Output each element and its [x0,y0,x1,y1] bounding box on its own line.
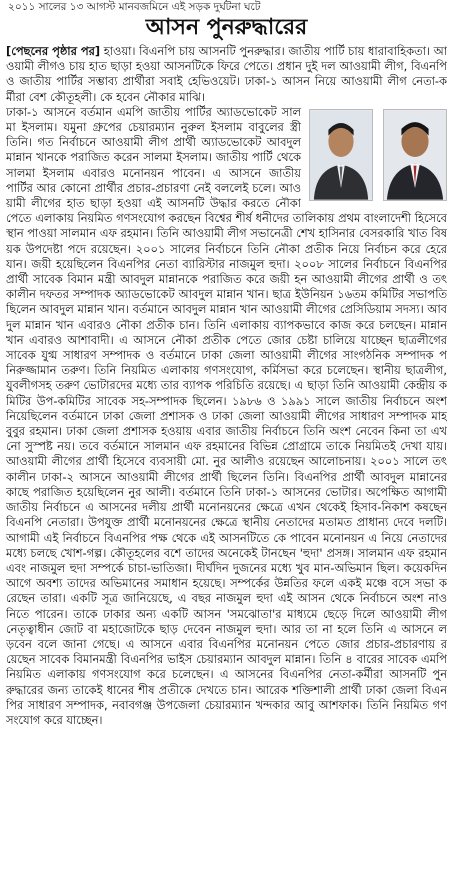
article-paragraph-1 [6,44,447,105]
candidate-photo-right [383,109,447,201]
continued-from-label: [পেছনের পৃষ্ঠার পর] [6,44,101,58]
candidate-photo-left [309,109,373,201]
caption-line: ২০১১ সালের ১৩ আগস্ট মানবজমিনে এই সড়ক দুর্ঘটনা ঘটে [8,1,261,13]
paragraph-1-text: হাওয়া। বিএনপি চায় আসনটি পুনরুদ্ধার। জাতীয় পার্টি চায় ধারাবাহিকতা। আওয়ামী লীগও চায় হাত ছাড়া হওয়া আসনটিকে ফিরে পেতে। প্রধান দুই দল আওয়ামী লীগ, বিএনপি ও জাতীয় পার্টির সম্ভাব্য প্রার্থীরা সবাই হেভিওয়েট। ঢাকা-১ আসন নিয়ে আওয়ামী লীগ নেতা-কর্মীরা বেশ কৌতূহলী। কে হবেন নৌকার মাঝি। [6,44,447,104]
article-body [6,44,447,866]
person-portrait-icon [384,110,446,200]
candidate-photos [309,109,447,201]
article-headline: আসন পুনরুদ্ধারের [145,14,308,40]
article-paragraph-2: ঢাকা-১ আসনে বর্তমান এমপি জাতীয় পার্টির অ্যাডভোকেট সালমা ইসলাম। যমুনা গ্রুপের চেয়ারম্যান নুরুল ইসলাম বাবুলের স্ত্রী তিনি। গত নির্বাচনে আওয়ামী লীগ প্রার্থী অ্যাডভোকেট আবদুল মান্নান খানকে পরাজিত করেন সালমা ইসলাম। জাতীয় পার্টি থেকে সালমা ইসলাম এবারও মনোনয়ন পাবেন। এ আসনে জাতীয় পার্টির আর কোনো প্রার্থীর প্রচার-প্রচারণা নেই বললেই চলে। আওয়ামী লীগের হাত ছাড়া হওয়া এই আসনটি উদ্ধার করতে নৌকা পেতে এলাকায় নিয়মিত গণসংযোগ করছেন বিশ্বের শীর্ষ ধনীদের তালিকায় প্রথম বাংলাদেশী হিসেবে স্থান পাওয়া সালমান এফ রহমান। তিনি আওয়ামী লীগ সভানেত্রী শেখ হাসিনার বেসরকারি খাত বিষয়ক উপদেষ্টা পদে রয়েছেন। ২০০১ সালের নির্বাচনে তিনি নৌকা প্রতীক নিয়ে নির্বাচন করে হেরে যান। জয়ী হয়েছিলেন বিএনপির নেতা ব্যারিস্টার নাজমুল হুদা। ২০০৮ সালের নির্বাচনে বিএনপির প্রার্থী সাবেক বিমান মন্ত্রী আবদুল মান্নানকে পরাজিত করে জয়ী হন আওয়ামী লীগের প্রার্থী ও তৎকালীন দফতর সম্পাদক অ্যাডভোকেট আবদুল মান্নান খান। ছাত্র ইউনিয়ন ১৬তম কমিটির সভাপতি ছিলেন আবদুল মান্নান খান। বর্তমানে আবদুল মান্নান খান আওয়ামী লীগের প্রেসিডিয়াম সদস্য। আবদুল মান্নান খান এবারও নৌকা প্রতীক চান। তিনি এলাকায় ব্যাপকভাবে কাজ করে চলছেন। মান্নান খান এবারও আশাবাদী। এ আসনে নৌকা প্রতীক পেতে জোর চেষ্টা চালিয়ে যাচ্ছেন ছাত্রলীগের সাবেক যুগ্ম সাধারণ সম্পাদক ও বর্তমানে ঢাকা জেলা আওয়ামী লীগের সাংগঠনিক সম্পাদক পনিরুজ্জামান তরুণ। তিনি নিয়মিত এলাকায় গণসংযোগ, কর্মিসভা করে চলেছেন। স্থানীয় ছাত্রলীগ, যুবলীগসহ তরুণ ভোটারদের মধ্যে তার ব্যাপক পরিচিতি রয়েছে। এ ছাড়া তিনি আওয়ামী কেন্দ্রীয় কমিটির উপ-কমিটির সাবেক সহ-সম্পাদক ছিলেন। ১৯৮৬ ও ১৯৯১ সালে জাতীয় নির্বাচনে অংশ নিয়েছিলেন বর্তমানে ঢাকা জেলা প্রশাসক ও ঢাকা জেলা আওয়ামী লীগের সাধারণ সম্পাদক মাহবুবুর রহমান। ঢাকা জেলা প্রশাসক হওয়ায় এবার জাতীয় নির্বাচনে তিনি অংশ নেবেন কিনা তা এখনো সুস্পষ্ট নয়। তবে বর্তমানে সালমান এফ রহমানের বিভিন্ন প্রোগ্রামে তাকে নিয়মিতই দেখা যায়। আওয়ামী লীগের প্রার্থী হিসেবে ব্যবসায়ী মো. নুর আলীও রয়েছেন আলোচনায়। ২০০১ সালে তৎকালীন ঢাকা-২ আসনে আওয়ামী লীগের প্রার্থী ছিলেন তিনি। বিএনপির প্রার্থী আবদুল মান্নানের কাছে পরাজিত হয়েছিলেন নুর আলী। বর্তমানে তিনি ঢাকা-১ আসনের ভোটার। অপেক্ষিত আগামী জাতীয় নির্বাচনে এ আসনের দলীয় প্রার্থী মনোনয়নের ক্ষেত্রে এখন থেকেই হিসাব-নিকাশ কষছেন বিএনপি নেতারা। উপযুক্ত প্রার্থী মনোনয়নের ক্ষেত্রে স্থানীয় নেতাদের মতামত প্রাধান্য দেবে দলটি। আগামী এই নির্বাচনে বিএনপির পক্ষ থেকে এই আসনটিতে কে পাবেন মনোনয়ন এ নিয়ে নেতাদের মধ্যে চলছে খোশ-গল্প। কৌতূহলের বশে তাদের অনেকেই টানছেন 'হুদা' প্রসঙ্গ। সালমান এফ রহমান এবং নাজমুল হুদা সম্পর্কে চাচা-ভাতিজা। দীর্ঘদিন দুজনের মধ্যে খুব মান-অভিমান ছিল। কয়েকদিন আগে অবশ্য তাদের অভিমানের সমাধান হয়েছে। সম্পর্কের উন্নতির ফলে একই মঞ্চে বসে সভা করেছেন তারা। একটি সূত্র জানিয়েছে, এ বছর নাজমুল হুদা এই আসন থেকে নির্বাচনে অংশ নাও নিতে পারেন। তাকে ঢাকার অন্য একটি আসন 'সমঝোতা'র মাধ্যমে ছেড়ে দিলে আওয়ামী লীগ নেতৃত্বাধীন জোট বা মহাজোটকে ছাড় দেবেন নাজমুল হুদা। আর তা না হলে তিনি এ আসনে লড়বেন বলে জানা গেছে। এ আসনে এবার বিএনপির মনোনয়ন পেতে জোর প্রচার-প্রচারণায় রয়েছেন সাবেক বিমানমন্ত্রী বিএনপির ভাইস চেয়ারম্যান আবদুল মান্নান। তিনি ৪ বারের সাবেক এমপি নিয়মিত এলাকায় গণসংযোগ করে চলেছেন। এ আসনের বিএনপির নেতা-কর্মীরা আসনটি পুনরুদ্ধারের জন্য তাকেই ধানের শীষ প্রতীকে দেখতে চান। আরেক শক্তিশালী প্রার্থী ঢাকা জেলা বিএনপির সাধারণ সম্পাদক, নবাবগঞ্জ উপজেলা চেয়ারম্যান খন্দকার আবু আশফাক। তিনি নিয়মিত গণসংযোগ করে যাচ্ছেন। [6,104,447,727]
person-portrait-icon [310,110,372,200]
